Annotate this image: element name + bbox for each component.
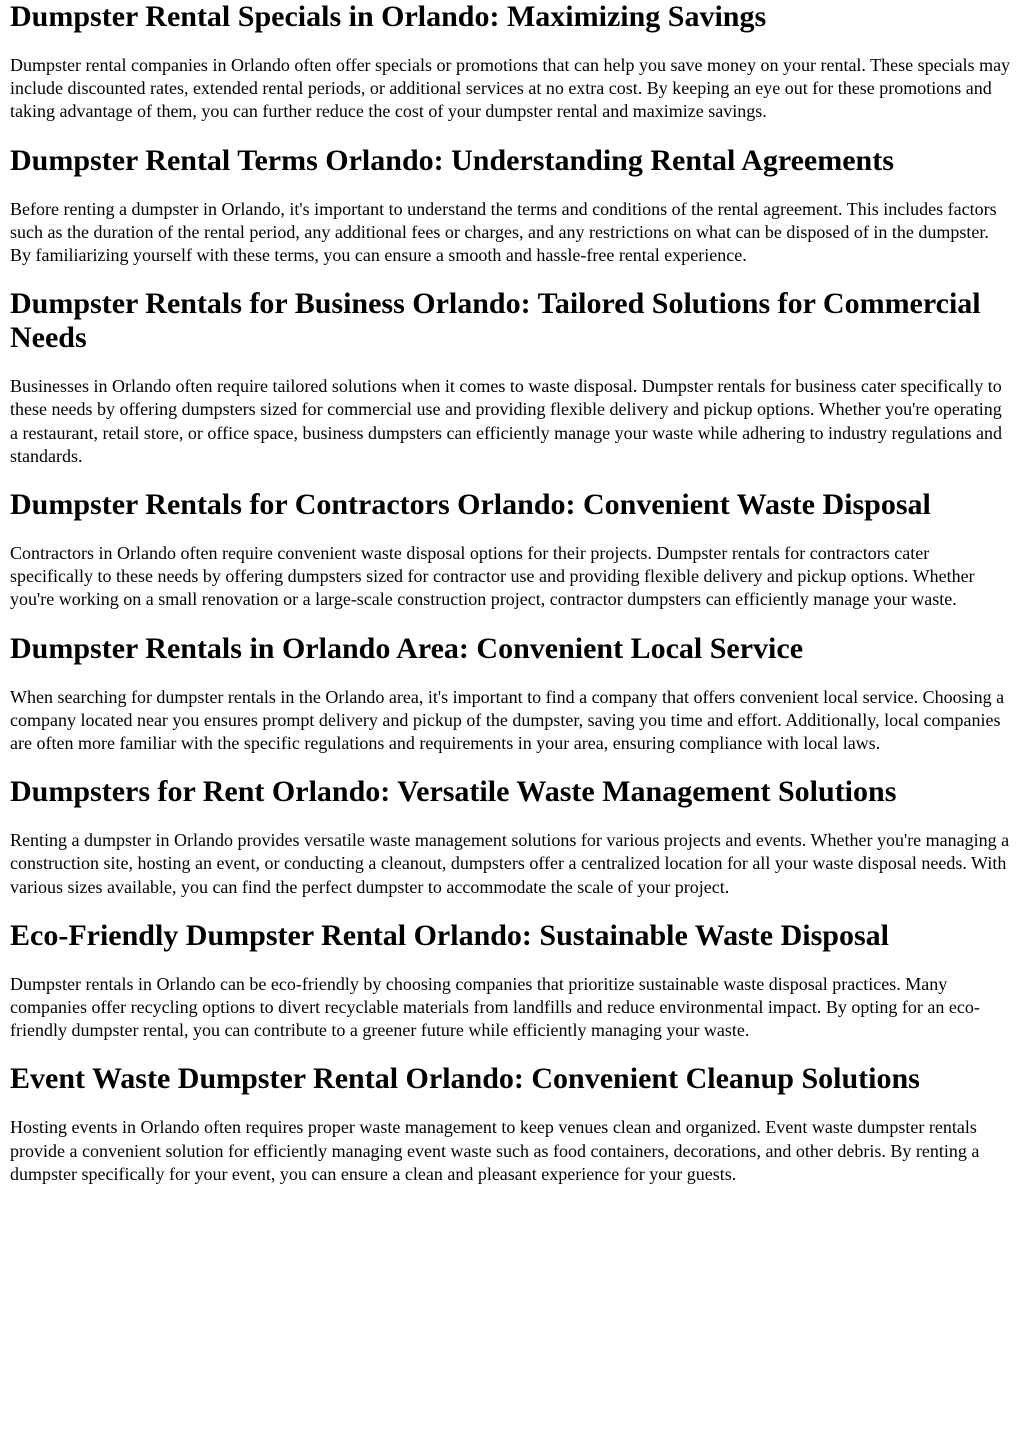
section-body: Dumpster rental companies in Orlando often offer specials or promotions that can help you save money on your rental. These specials may include discounted rates, extended rental periods, or additional services at no extra cost. By keeping an eye out for these promotions and taking advantage of them, you can further reduce the cost of your dumpster rental and maximize savings. [10, 55, 1011, 122]
section-contractors [10, 488, 1014, 612]
section-business [10, 287, 1014, 468]
section-body: Hosting events in Orlando often requires proper waste management to keep venues clean and organized. Event waste dumpster rentals provide a convenient solution for efficiently managing event waste such as food containers, decorations, and other debris. By renting a dumpster specifically for your event, you can ensure a clean and pleasant experience for your guests. [10, 1117, 980, 1184]
section-local-service [10, 632, 1014, 756]
section-body: Dumpster rentals in Orlando can be eco-friendly by choosing companies that prioritize sustainable waste disposal practices. Many companies offer recycling options to divert recyclable materials from landfills and reduce environmental impact. By opting for an eco-friendly dumpster rental, you can contribute to a greener future while efficiently managing your waste. [10, 973, 980, 1041]
section-specials [10, 0, 1014, 124]
section-body: When searching for dumpster rentals in the Orlando area, it's important to find a company that offers convenient local service. Choosing a company located near you ensures prompt delivery and pickup of the dumpster, saving you time and effort. Additionally, local companies are often more familiar with the specific regulations and requirements in your area, ensuring compliance with local laws. [10, 686, 1005, 754]
section-heading: Dumpster Rental Specials in Orlando: Maximizing Savings [10, 0, 767, 33]
section-dumpsters-for-rent [10, 775, 1014, 899]
section-body: Before renting a dumpster in Orlando, it's important to understand the terms and conditions of the rental agreement. This includes factors such as the duration of the rental period, any additional fees or charges, and any restrictions on what can be disposed of in the dumpster. By familiarizing yourself with these terms, you can ensure a smooth and hassle-free rental experience. [10, 198, 997, 266]
section-heading: Dumpster Rental Terms Orlando: Understanding Rental Agreements [10, 143, 894, 177]
section-heading: Event Waste Dumpster Rental Orlando: Convenient Cleanup Solutions [10, 1062, 920, 1096]
section-heading: Dumpster Rentals for Business Orlando: Tailored Solutions for Commercial Needs [10, 287, 981, 355]
section-body: Contractors in Orlando often require convenient waste disposal options for their projects. Dumpster rentals for contractors cater specifically to these needs by offering dumpsters sized for contractor use and providing flexible delivery and pickup options. Whether you're working on a small renovation or a large-scale construction project, contractor dumpsters can efficiently manage your waste. [10, 543, 975, 610]
section-body: Businesses in Orlando often require tailored solutions when it comes to waste disposal. Dumpster rentals for business cater specifically to these needs by offering dumpsters sized for commercial use and providing flexible delivery and pickup options. Whether you're operating a restaurant, retail store, or office space, business dumpsters can efficiently manage your waste while adhering to industry regulations and standards. [10, 376, 1003, 466]
section-heading: Eco-Friendly Dumpster Rental Orlando: Sustainable Waste Disposal [10, 918, 889, 952]
section-heading: Dumpster Rentals in Orlando Area: Convenient Local Service [10, 631, 804, 665]
section-heading: Dumpsters for Rent Orlando: Versatile Waste Management Solutions [10, 775, 897, 809]
section-eco-friendly [10, 919, 1014, 1043]
section-event-waste [10, 1062, 1014, 1186]
section-rental-terms [10, 144, 1014, 268]
section-heading: Dumpster Rentals for Contractors Orlando: Convenient Waste Disposal [10, 488, 931, 522]
section-body: Renting a dumpster in Orlando provides versatile waste management solutions for various projects and events. Whether you're managing a construction site, hosting an event, or conducting a cleanout, dumpsters offer a centralized location for all your waste disposal needs. With various sizes available, you can find the perfect dumpster to accommodate the scale of your project. [10, 830, 1010, 897]
